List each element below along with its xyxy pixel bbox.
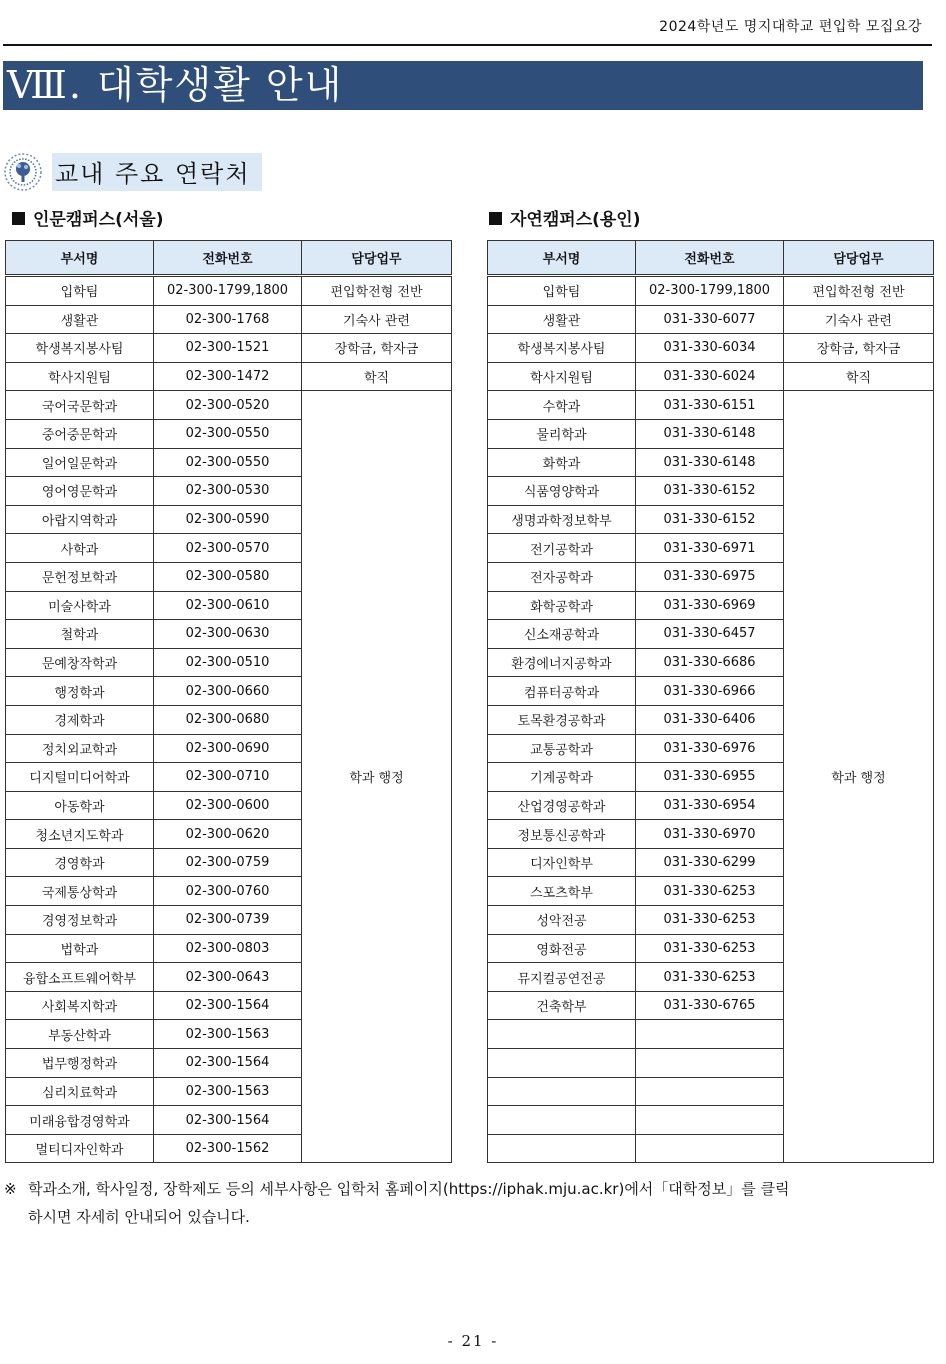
department-cell: 아랍지역학과 <box>6 505 154 534</box>
reference-mark: ※ <box>4 1180 17 1198</box>
department-cell: 컴퓨터공학과 <box>488 677 636 706</box>
phone-cell: 02-300-1562 <box>154 1134 302 1163</box>
phone-cell: 031-330-6955 <box>636 763 784 792</box>
department-cell: 생명과학정보학부 <box>488 505 636 534</box>
department-cell <box>488 1134 636 1163</box>
department-cell: 심리치료학과 <box>6 1077 154 1106</box>
table-row <box>6 305 452 334</box>
phone-cell: 02-300-0550 <box>154 419 302 448</box>
phone-cell: 02-300-0680 <box>154 705 302 734</box>
department-cell: 문예창작학과 <box>6 648 154 677</box>
department-cell: 신소재공학과 <box>488 620 636 649</box>
duty-cell: 장학금, 학자금 <box>302 334 452 363</box>
department-cell: 학생복지봉사팀 <box>6 334 154 363</box>
chapter-title: Ⅷ. 대학생활 안내 <box>3 61 923 110</box>
phone-cell: 02-300-0630 <box>154 620 302 649</box>
phone-cell <box>636 1106 784 1135</box>
duty-cell: 학직 <box>784 362 934 391</box>
phone-cell: 031-330-6299 <box>636 848 784 877</box>
department-cell: 뮤지컬공연전공 <box>488 963 636 992</box>
department-cell <box>488 1077 636 1106</box>
phone-cell <box>636 1049 784 1078</box>
phone-cell: 02-300-1564 <box>154 1049 302 1078</box>
table-row <box>488 391 934 420</box>
department-cell: 청소년지도학과 <box>6 820 154 849</box>
department-cell: 행정학과 <box>6 677 154 706</box>
department-cell: 수학과 <box>488 391 636 420</box>
phone-cell: 031-330-6253 <box>636 877 784 906</box>
phone-cell: 031-330-6148 <box>636 419 784 448</box>
phone-cell: 031-330-6406 <box>636 705 784 734</box>
department-cell: 부동산학과 <box>6 1020 154 1049</box>
column-header: 전화번호 <box>636 241 784 276</box>
phone-cell: 031-330-6253 <box>636 934 784 963</box>
phone-cell: 02-300-0610 <box>154 591 302 620</box>
department-cell <box>488 1049 636 1078</box>
phone-cell: 02-300-0690 <box>154 734 302 763</box>
duty-cell: 기숙사 관련 <box>302 305 452 334</box>
phone-cell: 02-300-0759 <box>154 848 302 877</box>
duty-cell: 장학금, 학자금 <box>784 334 934 363</box>
department-cell <box>488 1020 636 1049</box>
page-header <box>0 0 946 48</box>
phone-cell: 02-300-1799,1800 <box>154 276 302 306</box>
phone-cell: 031-330-6686 <box>636 648 784 677</box>
phone-cell: 031-330-6034 <box>636 334 784 363</box>
department-cell: 법학과 <box>6 934 154 963</box>
phone-cell: 02-300-0570 <box>154 534 302 563</box>
column-header: 부서명 <box>488 241 636 276</box>
department-cell: 중어중문학과 <box>6 419 154 448</box>
table-row <box>488 334 934 363</box>
phone-cell: 02-300-0590 <box>154 505 302 534</box>
phone-cell: 02-300-0643 <box>154 963 302 992</box>
column-header: 전화번호 <box>154 241 302 276</box>
phone-cell: 02-300-0760 <box>154 877 302 906</box>
department-cell: 식품영양학과 <box>488 477 636 506</box>
phone-cell: 02-300-0710 <box>154 763 302 792</box>
duty-cell: 편입학전형 전반 <box>302 276 452 306</box>
header-text: 2024학년도 명지대학교 편입학 모집요강 <box>659 19 922 35</box>
phone-cell: 02-300-1563 <box>154 1020 302 1049</box>
department-cell: 정보통신공학과 <box>488 820 636 849</box>
yongin-contact-table <box>487 240 934 1163</box>
duty-cell: 학직 <box>302 362 452 391</box>
seoul-campus-heading <box>12 205 164 230</box>
department-cell <box>488 1106 636 1135</box>
department-cell: 문헌정보학과 <box>6 562 154 591</box>
department-cell: 정치외교학과 <box>6 734 154 763</box>
department-cell: 학생복지봉사팀 <box>488 334 636 363</box>
seoul-contact-table <box>5 240 452 1163</box>
footnote-line-1: 학과소개, 학사일정, 장학제도 등의 세부사항은 입학처 홈페이지(https://iphak.mju.ac.kr)에서「대학정보」를 클릭 <box>28 1180 790 1198</box>
department-cell: 물리학과 <box>488 419 636 448</box>
column-header: 담당업무 <box>784 241 934 276</box>
phone-cell: 031-330-6954 <box>636 791 784 820</box>
table-row <box>488 305 934 334</box>
department-cell: 일어일문학과 <box>6 448 154 477</box>
department-cell: 전자공학과 <box>488 562 636 591</box>
phone-cell: 02-300-0530 <box>154 477 302 506</box>
phone-cell: 031-330-6148 <box>636 448 784 477</box>
department-cell: 사회복지학과 <box>6 991 154 1020</box>
merged-duty-cell: 학과 행정 <box>784 391 934 1163</box>
phone-cell: 02-300-1564 <box>154 1106 302 1135</box>
department-cell: 법무행정학과 <box>6 1049 154 1078</box>
phone-cell: 031-330-6253 <box>636 963 784 992</box>
phone-cell: 031-330-6152 <box>636 505 784 534</box>
footnote <box>4 1175 930 1231</box>
table-row <box>6 276 452 306</box>
phone-cell: 02-300-1564 <box>154 991 302 1020</box>
department-cell: 멀티디자인학과 <box>6 1134 154 1163</box>
table-row <box>488 362 934 391</box>
phone-cell: 02-300-0550 <box>154 448 302 477</box>
phone-cell: 02-300-0580 <box>154 562 302 591</box>
phone-cell: 031-330-6971 <box>636 534 784 563</box>
department-cell: 화학공학과 <box>488 591 636 620</box>
square-bullet-icon <box>12 212 25 225</box>
yongin-campus-heading <box>489 205 641 230</box>
phone-cell: 031-330-6077 <box>636 305 784 334</box>
university-emblem-icon <box>3 152 43 192</box>
department-cell: 입학팀 <box>6 276 154 306</box>
page-number: - 21 - <box>447 1332 499 1350</box>
phone-cell: 031-330-6151 <box>636 391 784 420</box>
department-cell: 사학과 <box>6 534 154 563</box>
column-header: 담당업무 <box>302 241 452 276</box>
department-cell: 입학팀 <box>488 276 636 306</box>
phone-cell: 031-330-6253 <box>636 906 784 935</box>
department-cell: 기계공학과 <box>488 763 636 792</box>
phone-cell: 031-330-6024 <box>636 362 784 391</box>
department-cell: 영화전공 <box>488 934 636 963</box>
phone-cell: 02-300-1472 <box>154 362 302 391</box>
footnote-line-2: 하시면 자세히 안내되어 있습니다. <box>28 1208 250 1226</box>
yongin-campus-title: 자연캠퍼스(용인) <box>510 210 641 230</box>
phone-cell: 02-300-1768 <box>154 305 302 334</box>
department-cell: 경영정보학과 <box>6 906 154 935</box>
column-header: 부서명 <box>6 241 154 276</box>
phone-cell: 031-330-6969 <box>636 591 784 620</box>
duty-cell: 편입학전형 전반 <box>784 276 934 306</box>
department-cell: 영어영문학과 <box>6 477 154 506</box>
table-row <box>6 391 452 420</box>
phone-cell: 031-330-6975 <box>636 562 784 591</box>
department-cell: 아동학과 <box>6 791 154 820</box>
department-cell: 성악전공 <box>488 906 636 935</box>
department-cell: 건축학부 <box>488 991 636 1020</box>
department-cell: 경영학과 <box>6 848 154 877</box>
department-cell: 생활관 <box>6 305 154 334</box>
phone-cell: 02-300-0600 <box>154 791 302 820</box>
phone-cell: 02-300-0510 <box>154 648 302 677</box>
square-bullet-icon <box>489 212 502 225</box>
phone-cell: 02-300-0660 <box>154 677 302 706</box>
phone-cell: 031-330-6457 <box>636 620 784 649</box>
department-cell: 국어국문학과 <box>6 391 154 420</box>
phone-cell: 02-300-1799,1800 <box>636 276 784 306</box>
header-rule <box>3 44 932 46</box>
phone-cell: 031-330-6765 <box>636 991 784 1020</box>
phone-cell: 02-300-1521 <box>154 334 302 363</box>
phone-cell: 02-300-0520 <box>154 391 302 420</box>
phone-cell: 031-330-6976 <box>636 734 784 763</box>
department-cell: 전기공학과 <box>488 534 636 563</box>
phone-cell: 02-300-0620 <box>154 820 302 849</box>
department-cell: 생활관 <box>488 305 636 334</box>
department-cell: 철학과 <box>6 620 154 649</box>
department-cell: 경제학과 <box>6 705 154 734</box>
merged-duty-cell: 학과 행정 <box>302 391 452 1163</box>
phone-cell <box>636 1134 784 1163</box>
department-cell: 디지털미디어학과 <box>6 763 154 792</box>
table-row <box>488 276 934 306</box>
seoul-campus-title: 인문캠퍼스(서울) <box>33 210 164 230</box>
department-cell: 국제통상학과 <box>6 877 154 906</box>
phone-cell: 031-330-6970 <box>636 820 784 849</box>
section-title: 교내 주요 연락처 <box>52 153 262 191</box>
table-row <box>6 362 452 391</box>
duty-cell: 기숙사 관련 <box>784 305 934 334</box>
department-cell: 미래융합경영학과 <box>6 1106 154 1135</box>
department-cell: 화학과 <box>488 448 636 477</box>
phone-cell: 031-330-6152 <box>636 477 784 506</box>
phone-cell: 02-300-0739 <box>154 906 302 935</box>
table-row <box>6 334 452 363</box>
department-cell: 교통공학과 <box>488 734 636 763</box>
department-cell: 토목환경공학과 <box>488 705 636 734</box>
phone-cell: 031-330-6966 <box>636 677 784 706</box>
phone-cell: 02-300-0803 <box>154 934 302 963</box>
department-cell: 디자인학부 <box>488 848 636 877</box>
phone-cell: 02-300-1563 <box>154 1077 302 1106</box>
department-cell: 스포츠학부 <box>488 877 636 906</box>
phone-cell <box>636 1077 784 1106</box>
department-cell: 산업경영공학과 <box>488 791 636 820</box>
phone-cell <box>636 1020 784 1049</box>
department-cell: 학사지원팀 <box>6 362 154 391</box>
department-cell: 융합소프트웨어학부 <box>6 963 154 992</box>
department-cell: 미술사학과 <box>6 591 154 620</box>
department-cell: 학사지원팀 <box>488 362 636 391</box>
department-cell: 환경에너지공학과 <box>488 648 636 677</box>
